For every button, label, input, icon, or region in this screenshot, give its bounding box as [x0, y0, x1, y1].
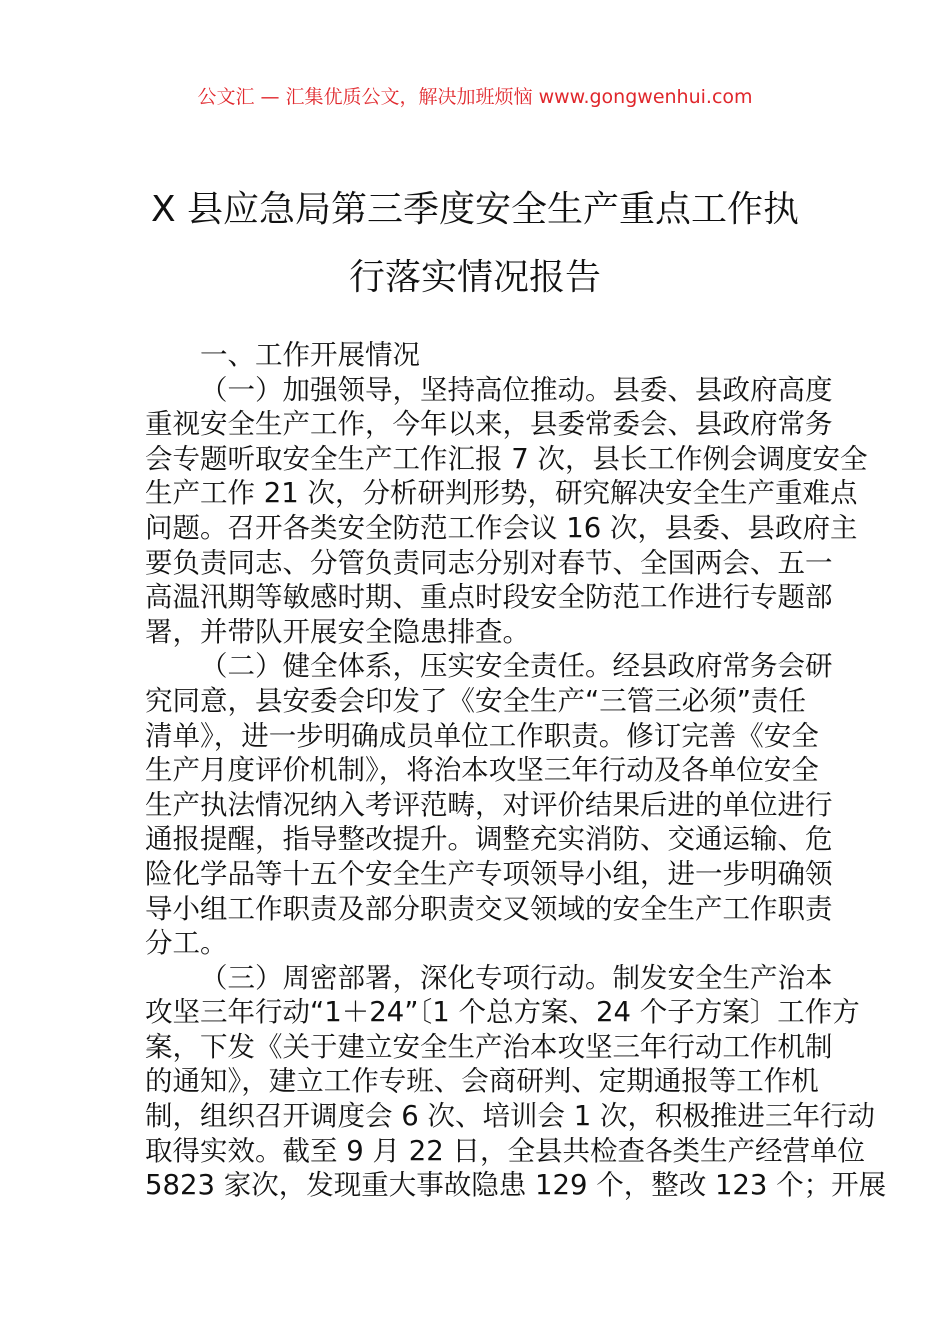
paragraph-line: 攻坚三年行动“1＋24”〔1 个总方案、24 个子方案〕工作方 — [145, 996, 860, 1029]
paragraph-line: 的通知》，建立工作专班、会商研判、定期通报等工作机 — [145, 1065, 819, 1098]
paragraph-line: 署，并带队开展安全隐患排查。 — [145, 615, 530, 648]
paragraph-line: 分工。 — [145, 927, 228, 960]
paragraph-line: 高温汛期等敏感时期、重点时段安全防范工作进行专题部 — [145, 581, 833, 614]
paragraph-line: 通报提醒，指导整改提升。调整充实消防、交通运输、危 — [145, 823, 833, 856]
paragraph-line: 究同意，县安委会印发了《安全生产“三管三必须”责任 — [145, 684, 806, 717]
paragraph-line: 重视安全生产工作，今年以来，县委常委会、县政府常务 — [145, 408, 833, 441]
paragraph-line: 生产工作 21 次，分析研判形势，研究解决安全生产重难点 — [145, 477, 858, 510]
paragraph-line: （一）加强领导，坚持高位推动。县委、县政府高度 — [200, 373, 833, 406]
paragraph-line: 要负责同志、分管负责同志分别对春节、全国两会、五一 — [145, 546, 833, 579]
paragraph-line: 问题。召开各类安全防范工作会议 16 次，县委、县政府主 — [145, 511, 858, 544]
title-line-1: X 县应急局第三季度安全生产重点工作执 — [150, 189, 800, 230]
document-body — [145, 338, 887, 1203]
paragraph-line: （三）周密部署，深化专项行动。制发安全生产治本 — [200, 961, 833, 994]
paragraph-line: 生产执法情况纳入考评范畴，对评价结果后进的单位进行 — [145, 788, 833, 821]
paragraph-line: 会专题听取安全生产工作汇报 7 次，县长工作例会调度安全 — [145, 442, 868, 475]
section-heading: 一、工作开展情况 — [200, 339, 420, 371]
paragraph-line: 制，组织召开调度会 6 次、培训会 1 次，积极推进三年行动 — [145, 1100, 875, 1133]
paragraph-line: 清单》，进一步明确成员单位工作职责。修订完善《安全 — [145, 719, 819, 752]
paragraph-line: 险化学品等十五个安全生产专项领导小组，进一步明确领 — [145, 857, 833, 890]
watermark-banner: 公文汇 — 汇集优质公文，解决加班烦恼 www.gongwenhui.com — [197, 86, 753, 108]
document-title — [100, 176, 850, 312]
paragraph-line: 取得实效。截至 9 月 22 日，全县共检查各类生产经营单位 — [145, 1134, 865, 1167]
paragraph-line: （二）健全体系，压实安全责任。经县政府常务会研 — [200, 650, 833, 683]
paragraph-line: 导小组工作职责及部分职责交叉领域的安全生产工作职责 — [145, 892, 833, 925]
title-line-2: 行落实情况报告 — [348, 257, 601, 298]
paragraph-line: 生产月度评价机制》，将治本攻坚三年行动及各单位安全 — [145, 754, 819, 787]
paragraph-line: 案，下发《关于建立安全生产治本攻坚三年行动工作机制 — [145, 1030, 833, 1063]
paragraph-line: 5823 家次，发现重大事故隐患 129 个，整改 123 个；开展 — [145, 1169, 887, 1202]
